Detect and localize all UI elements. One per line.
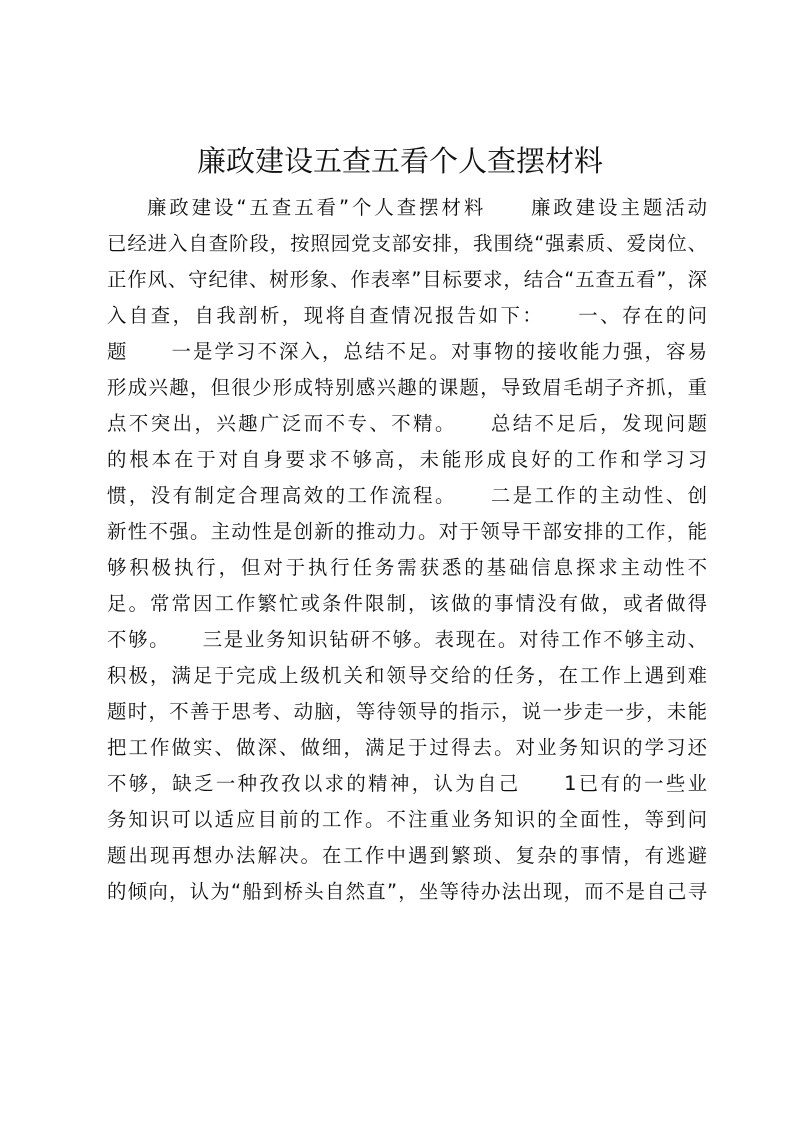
body-line: 已经进入自查阶段，按照园党支部安排，我围绕“强素质、爱岗位、 [107,232,707,255]
body-line: 足。常常因工作繁忙或条件限制，该做的事情没有做，或者做得 [107,592,707,615]
body-line: 把工作做实、做深、做细，满足于过得去。对业务知识的学习还 [107,736,707,759]
body-line: 积极，满足于完成上级机关和领导交给的任务，在工作上遇到难 [107,664,707,687]
body-line: 的倾向，认为“船到桥头自然直”，坐等待办法出现，而不是自己寻 [107,880,707,903]
body-line: 正作风、守纪律、树形象、作表率”目标要求，结合“五查五看”，深 [107,268,707,291]
body-line: 题 一是学习不深入，总结不足。对事物的接收能力强，容易 [107,340,707,363]
body-line: 入自查，自我剖析，现将自查情况报告如下： 一、存在的问 [107,304,707,327]
body-line: 够积极执行，但对于执行任务需获悉的基础信息探求主动性不 [107,556,707,579]
body-line: 廉政建设“五查五看”个人查摆材料 廉政建设主题活动 [147,196,707,219]
body-line: 的根本在于对自身要求不够高，未能形成良好的工作和学习习 [107,448,707,471]
body-line: 务知识可以适应目前的工作。不注重业务知识的全面性，等到问 [107,808,707,831]
body-line: 题时，不善于思考、动脑，等待领导的指示，说一步走一步，未能 [107,700,707,723]
body-line: 惯，没有制定合理高效的工作流程。 二是工作的主动性、创 [107,484,707,507]
body-line: 点不突出，兴趣广泛而不专、不精。 总结不足后，发现问题 [107,412,707,435]
body-line: 题出现再想办法解决。在工作中遇到繁琐、复杂的事情，有逃避 [107,844,707,867]
body-line: 形成兴趣，但很少形成特别感兴趣的课题，导致眉毛胡子齐抓，重 [107,376,707,399]
body-line: 不够。 三是业务知识钻研不够。表现在。对待工作不够主动、 [107,628,707,651]
document-title: 廉政建设五查五看个人查摆材料 [196,144,603,178]
body-line: 不够，缺乏一种孜孜以求的精神，认为自己 1已有的一些业 [107,772,707,795]
body-line: 新性不强。主动性是创新的推动力。对于领导干部安排的工作，能 [107,520,707,543]
